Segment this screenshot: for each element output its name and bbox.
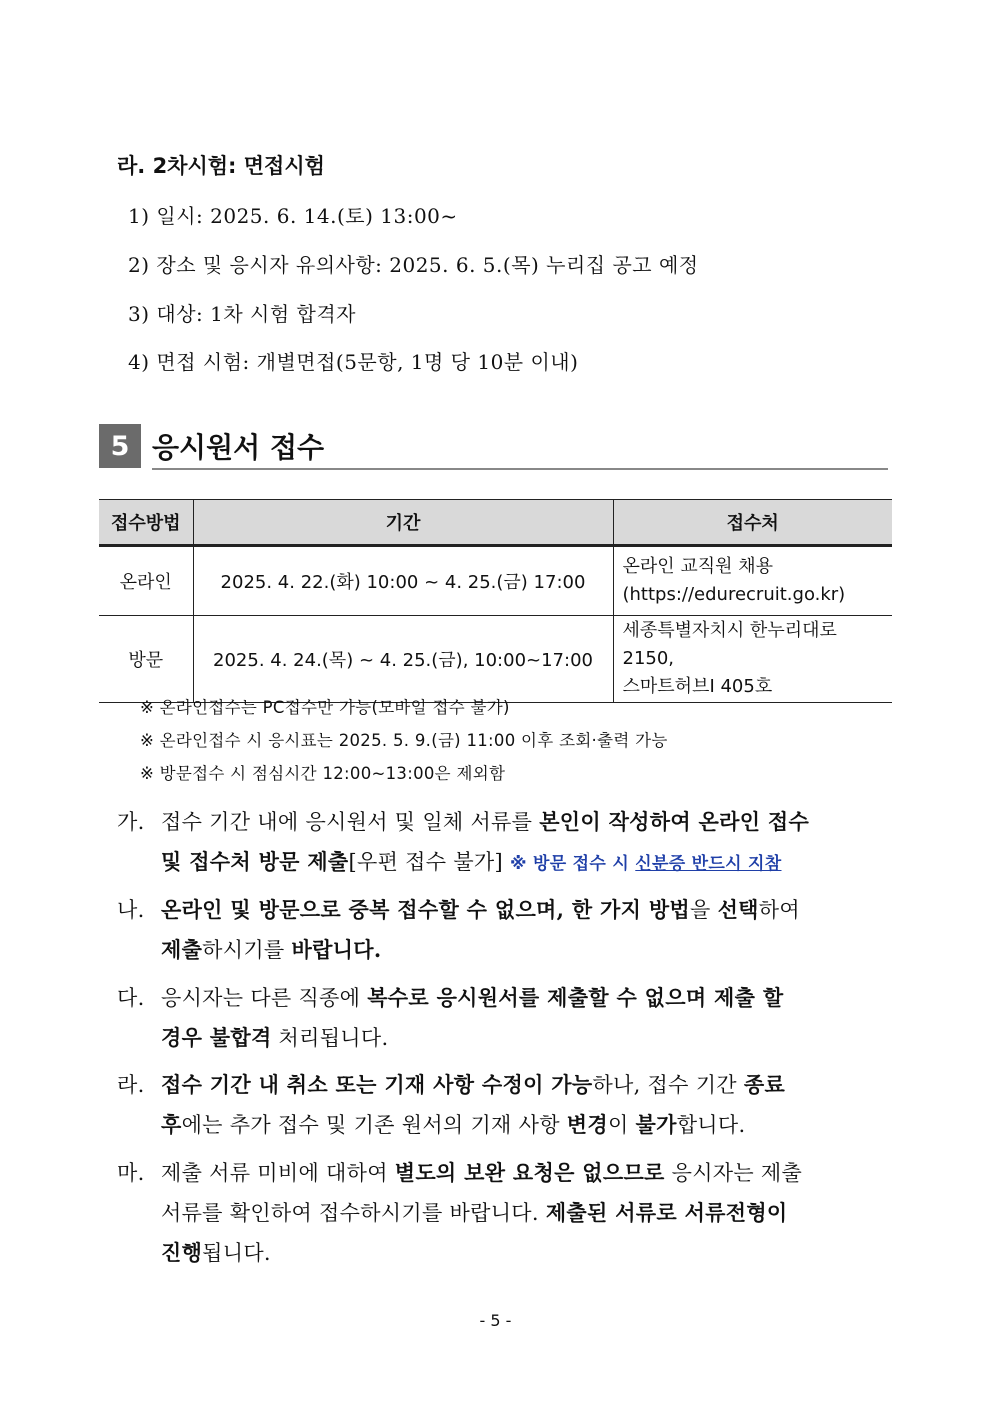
- bold-text: 경우 불합격: [161, 1025, 272, 1050]
- notes-list: [140, 694, 668, 793]
- id-notice-prefix: ※ 방문 접수 시: [509, 854, 636, 874]
- text: 이: [607, 1113, 636, 1137]
- place-line: 세종특별자치시 한누리대로 2150,: [622, 620, 837, 669]
- text: 에는 추가 접수 및 기존 원서의 기재 사항: [181, 1113, 567, 1137]
- text: 됩니다.: [202, 1241, 271, 1265]
- section-header: [99, 424, 888, 470]
- application-table: [99, 499, 892, 703]
- paragraph-marker: 나.: [117, 898, 145, 922]
- subsection-title: 라. 2차시험: 면접시험: [117, 154, 325, 178]
- table-row: [99, 546, 892, 616]
- section-title: 응시원서 접수: [152, 431, 325, 464]
- bold-text: 본인이 작성하여 온라인 접수: [539, 809, 810, 834]
- subsection-item-target: 3) 대상: 1차 시험 합격자: [128, 302, 356, 326]
- section-divider: [152, 468, 888, 470]
- text: [우편 접수 불가]: [348, 850, 510, 874]
- paragraph-na: [117, 890, 898, 970]
- paragraph-ma: [117, 1153, 898, 1273]
- cell-method: 방문: [99, 616, 193, 703]
- text: 응시자는 다른 직종에: [161, 986, 368, 1010]
- bold-text: 접수 기간 내 취소 또는 기재 사항 수정이 가능: [161, 1072, 593, 1097]
- text: 하시기를: [202, 938, 292, 962]
- header-period: 기간: [193, 500, 613, 546]
- cell-place: [613, 546, 892, 616]
- id-notice-emphasis: 신분증 반드시 지참: [635, 854, 782, 874]
- text: 처리됩니다.: [271, 1026, 389, 1050]
- note-item: ※ 온라인접수는 PC접수만 가능(모바일 접수 불가): [140, 698, 510, 717]
- bold-text: 불가: [635, 1112, 677, 1137]
- place-line: 스마트허브Ⅰ 405호: [622, 676, 773, 697]
- header-place: 접수처: [613, 500, 892, 546]
- text: 서류를 확인하여 접수하시기를 바랍니다.: [161, 1201, 546, 1225]
- bold-text: 후: [161, 1112, 182, 1137]
- text: 을: [690, 898, 718, 922]
- cell-method: 온라인: [99, 546, 193, 616]
- paragraph-ra: [117, 1065, 898, 1145]
- text: 응시자는 제출: [664, 1161, 803, 1185]
- place-line: 온라인 교직원 채용: [622, 556, 774, 577]
- paragraph-marker: 다.: [117, 986, 145, 1010]
- bold-text: 제출: [161, 937, 203, 962]
- paragraph-marker: 마.: [117, 1161, 145, 1185]
- table-row: [99, 616, 892, 703]
- id-notice: [510, 854, 782, 874]
- bold-text: 종료: [743, 1072, 786, 1097]
- paragraph-ga: [117, 802, 898, 884]
- text: 접수 기간 내에 응시원서 및 일체 서류를: [161, 810, 540, 834]
- subsection-item-place: 2) 장소 및 응시자 유의사항: 2025. 6. 5.(목) 누리집 공고 예정: [128, 253, 699, 277]
- text: 하여: [758, 898, 800, 922]
- subsection-item-date: 1) 일시: 2025. 6. 14.(토) 13:00~: [128, 204, 458, 228]
- bold-text: 선택: [717, 897, 759, 922]
- bold-text: 별도의 보완 요청은 없으므로: [394, 1160, 665, 1185]
- page-number: - 5 -: [479, 1311, 512, 1330]
- bold-text: 바랍니다.: [291, 937, 382, 962]
- note-item: ※ 방문접수 시 점심시간 12:00~13:00은 제외함: [140, 764, 506, 783]
- paragraph-marker: 가.: [117, 810, 145, 834]
- section-number-badge: 5: [99, 424, 141, 468]
- cell-period: 2025. 4. 22.(화) 10:00 ~ 4. 25.(금) 17:00: [193, 546, 613, 616]
- text: 하나, 접수 기간: [592, 1073, 744, 1097]
- cell-place: [613, 616, 892, 703]
- subsection-item-interview: 4) 면접 시험: 개별면접(5문항, 1명 당 10분 이내): [128, 350, 579, 374]
- bold-text: 제출된 서류로 서류전형이: [545, 1200, 788, 1225]
- text: 합니다.: [676, 1113, 746, 1137]
- cell-period: 2025. 4. 24.(목) ~ 4. 25.(금), 10:00~17:00: [193, 616, 613, 703]
- place-url: (https://edurecruit.go.kr): [622, 584, 846, 605]
- bold-text: 온라인 및 방문으로 중복 접수할 수 없으며, 한 가지 방법: [161, 897, 691, 922]
- bold-text: 및 접수처 방문 제출: [161, 849, 349, 874]
- paragraph-marker: 라.: [117, 1073, 145, 1097]
- bold-text: 변경: [566, 1112, 608, 1137]
- paragraph-da: [117, 978, 898, 1058]
- text: 제출 서류 미비에 대하여: [161, 1161, 395, 1185]
- table-header-row: [99, 500, 892, 546]
- header-method: 접수방법: [99, 500, 193, 546]
- bold-text: 복수로 응시원서를 제출할 수 없으며 제출 할: [367, 985, 784, 1010]
- note-item: ※ 온라인접수 시 응시표는 2025. 5. 9.(금) 11:00 이후 조회·출력 가능: [140, 731, 668, 750]
- bold-text: 진행: [161, 1240, 203, 1265]
